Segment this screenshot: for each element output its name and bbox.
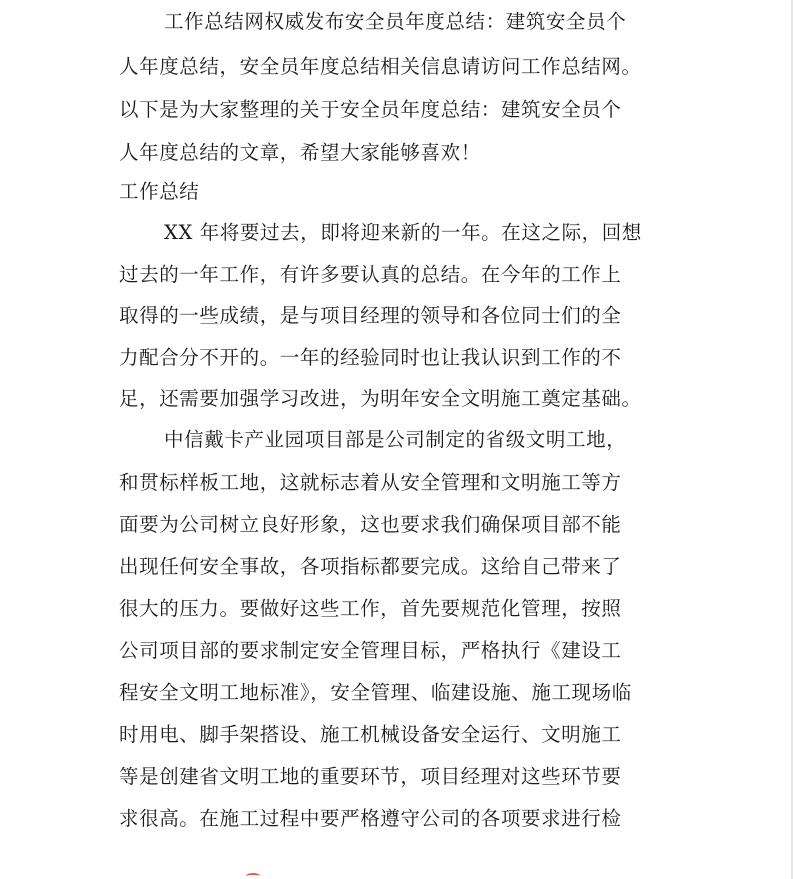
- paragraph-2-line-4: 出现任何安全事故，各项指标都要完成。这给自己带来了: [119, 555, 622, 578]
- intro-line-3: 以下是为大家整理的关于安全员年度总结：建筑安全员个: [119, 98, 622, 121]
- red-stroke-mark: [246, 873, 260, 879]
- paragraph-1-line-4: 力配合分不开的。一年的经验同时也让我认识到工作的不: [119, 346, 622, 369]
- paragraph-2-line-5: 很大的压力。要做好这些工作，首先要规范化管理，按照: [119, 597, 622, 620]
- paragraph-2-line-9: 等是创建省文明工地的重要环节，项目经理对这些环节要: [119, 765, 622, 788]
- paragraph-2-line-2: 和贯标样板工地，这就标志着从安全管理和文明施工等方: [119, 471, 622, 494]
- paragraph-1-line-1: XX 年将要过去，即将迎来新的一年。在这之际，回想: [164, 221, 642, 244]
- paragraph-2-line-6: 公司项目部的要求制定安全管理目标，严格执行《建设工: [119, 639, 622, 662]
- paragraph-2-line-7: 程安全文明工地标准》，安全管理、临建设施、施工现场临: [119, 681, 632, 704]
- paragraph-2-line-1: 中信戴卡产业园项目部是公司制定的省级文明工地，: [164, 428, 627, 451]
- section-heading: 工作总结: [119, 180, 200, 203]
- intro-line-1: 工作总结网权威发布安全员年度总结：建筑安全员个: [164, 10, 627, 33]
- paragraph-1-line-3: 取得的一些成绩，是与项目经理的领导和各位同士们的全: [119, 304, 622, 327]
- paragraph-2-line-10: 求很高。在施工过程中要严格遵守公司的各项要求进行检: [119, 807, 622, 830]
- paragraph-1-line-2: 过去的一年工作，有许多要认真的总结。在今年的工作上: [119, 263, 622, 286]
- intro-line-2: 人年度总结，安全员年度总结相关信息请访问工作总结网。: [119, 55, 642, 78]
- paragraph-2-line-3: 面要为公司树立良好形象，这也要求我们确保项目部不能: [119, 513, 622, 536]
- paragraph-2-line-8: 时用电、脚手架搭设、施工机械设备安全运行、文明施工: [119, 723, 622, 746]
- paragraph-1-line-5: 足，还需要加强学习改进，为明年安全文明施工奠定基础。: [119, 387, 642, 410]
- intro-line-4: 人年度总结的文章，希望大家能够喜欢！: [119, 141, 481, 164]
